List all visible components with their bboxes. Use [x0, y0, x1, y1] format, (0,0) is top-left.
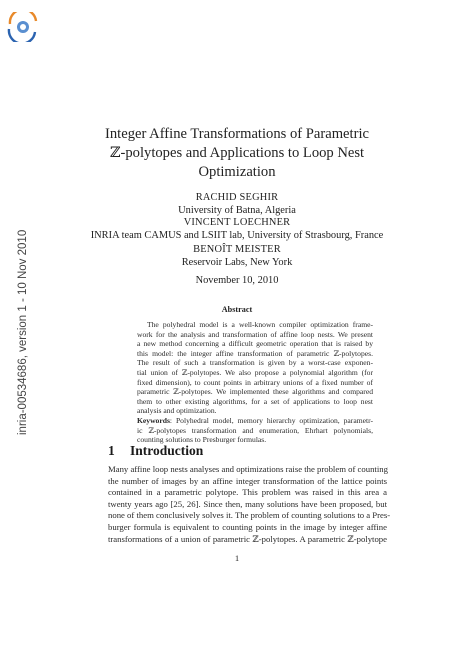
- author-block-meister: [0, 243, 474, 269]
- abstract-line: work for the analysis and transformation of affine loop nests. We present: [137, 329, 373, 339]
- body-line: none of them conclusively solves it. The problem of counting solutions to a Pres-: [108, 510, 391, 521]
- section-heading-introduction: [108, 443, 203, 459]
- body-line: twenty years ago [25, 26]. Since then, many solutions have been proposed, but: [108, 498, 387, 509]
- author-affiliation: University of Batna, Algeria: [178, 205, 296, 216]
- hal-archives-logo: [6, 12, 40, 42]
- abstract-text: [137, 320, 373, 445]
- author-block-loechner: [0, 216, 474, 242]
- author-name: BENOÎT MEISTER: [193, 244, 281, 255]
- page-number: 1: [234, 553, 240, 563]
- author-affiliation: INRIA team CAMUS and LSIIT lab, University of Strasbourg, France: [90, 230, 384, 241]
- abstract-line: them to other existing algorithms, for a set of applications to loop nest: [137, 396, 373, 406]
- section-number: 1: [108, 443, 115, 458]
- publication-date: November 10, 2010: [195, 275, 279, 286]
- abstract-line: fixed dimension), to count points in arbitrary unions of a fixed number of: [137, 377, 373, 387]
- introduction-body: [108, 464, 391, 545]
- author-name: RACHID SEGHIR: [195, 192, 279, 203]
- abstract-line: a new method concerning a difficult geometric operation that is raised by: [137, 339, 373, 349]
- author-name: VINCENT LOECHNER: [183, 217, 291, 228]
- title-line: Integer Affine Transformations of Parametric: [105, 126, 369, 142]
- abstract-line: tial union of ℤ-polytopes. We also propose a polynomial algorithm (for: [137, 367, 373, 377]
- keywords-label: Keywords: [137, 415, 170, 425]
- body-line: transformations of a union of parametric ℤ-polytopes. A parametric ℤ-polytope: [108, 533, 387, 544]
- body-line: burger formula is equivalent to counting points in the image by integer affine: [108, 521, 387, 532]
- abstract-line: The result of such a transformation is given by a worst-case exponen-: [137, 358, 373, 368]
- keywords-line: counting solutions to Presburger formulas.: [137, 435, 267, 445]
- abstract-line: this model: the integer affine transformation of parametric ℤ-polytopes.: [137, 348, 373, 358]
- section-title: Introduction: [130, 443, 204, 458]
- keywords-text: : Polyhedral model, memory hierarchy optimization, parametr-: [169, 415, 373, 425]
- abstract-heading: Abstract: [221, 305, 253, 314]
- abstract-line: parametric ℤ-polytopes. We implemented these algorithms and compared: [137, 387, 373, 397]
- abstract-line: The polyhedral model is a well-known compiler optimization frame-: [147, 320, 373, 329]
- keywords-line: ic ℤ-polytopes transformation and enumeration, Ehrhart polynomials,: [137, 425, 373, 435]
- body-line: the number of images by an affine integer transformation of the lattice points: [108, 475, 387, 486]
- body-line: Many affine loop nests analyses and optimizations raise the problem of counting: [108, 464, 388, 474]
- body-line: contained in a parametric polytope. This problem was raised in this area a: [108, 487, 387, 498]
- title-line: Optimization: [198, 164, 276, 180]
- abstract-line: analysis and optimization.: [137, 406, 217, 416]
- author-block-seghir: [0, 191, 474, 217]
- author-affiliation: Reservoir Labs, New York: [181, 257, 293, 268]
- paper-title: [0, 125, 474, 182]
- title-line: ℤ-polytopes and Applications to Loop Nest: [109, 145, 365, 161]
- keywords-line: [137, 416, 373, 426]
- archive-identifier-stamp: inria-00534686, version 1 - 10 Nov 2010: [17, 229, 29, 435]
